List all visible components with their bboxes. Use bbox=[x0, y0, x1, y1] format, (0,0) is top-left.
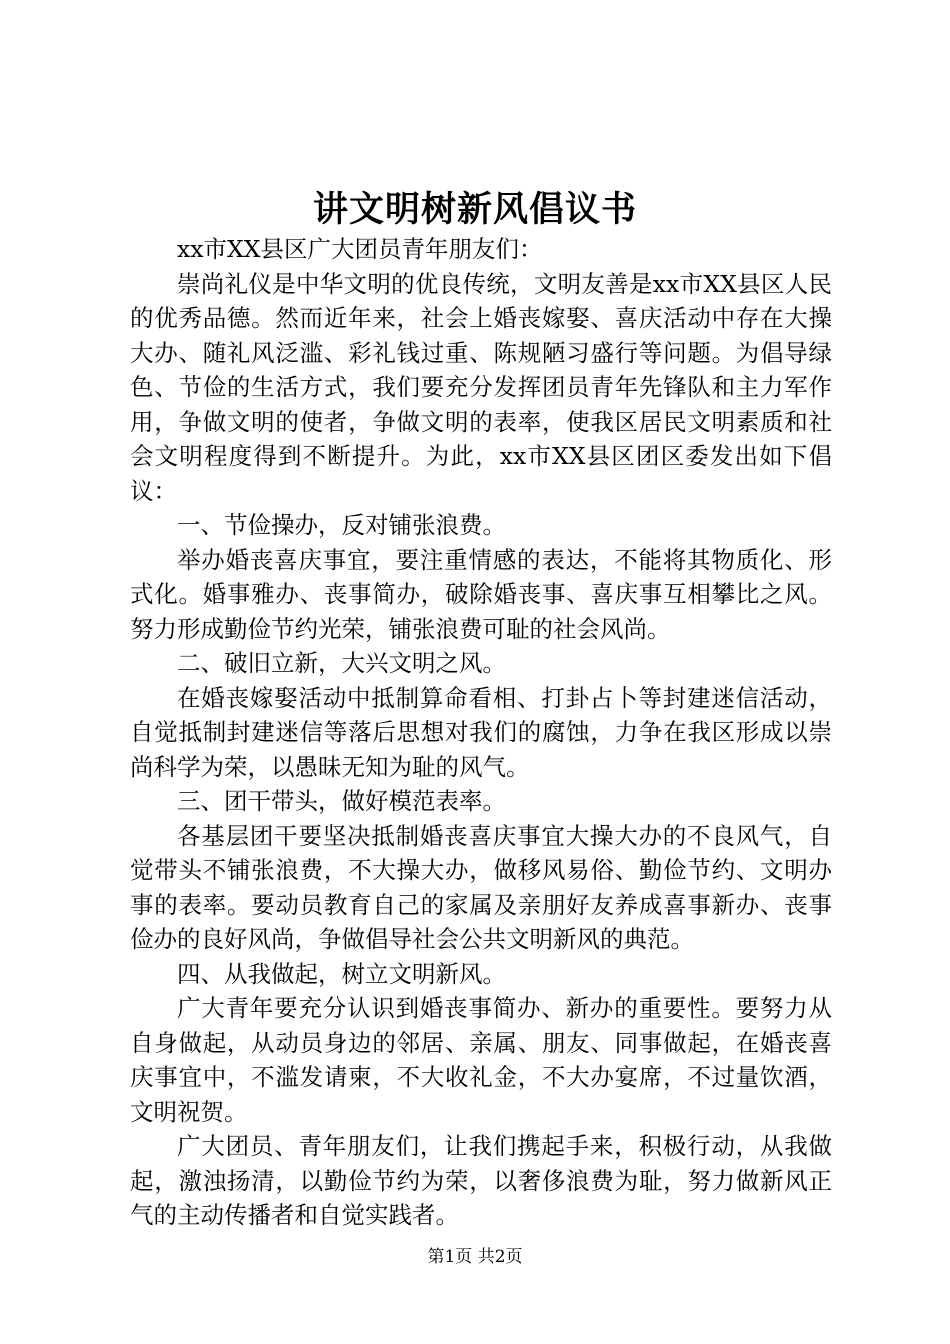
document-body bbox=[130, 232, 832, 1233]
paragraph-intro: 崇尚礼仪是中华文明的优良传统，文明友善是xx市XX县区人民的优秀品德。然而近年来，社会上婚丧嫁娶、喜庆活动中存在大操大办、随礼风泛滥、彩礼钱过重、陈规陋习盛行等问题。为倡导绿色、节俭的生活方式，我们要充分发挥团员青年先锋队和主力军作用，争做文明的使者，争做文明的表率，使我区居民文明素质和社会文明程度得到不断提升。为此，xx市XX县区团区委发出如下倡议： bbox=[130, 269, 832, 505]
paragraph-4: 广大青年要充分认识到婚丧事简办、新办的重要性。要努力从自身做起，从动员身边的邻居、亲属、朋友、同事做起，在婚丧喜庆事宜中，不滥发请柬，不大收礼金，不大办宴席，不过量饮酒，文明祝贺。 bbox=[130, 994, 832, 1126]
section-heading-1: 一、节俭操办，反对铺张浪费。 bbox=[177, 511, 506, 539]
section-heading-2: 二、破旧立新，大兴文明之风。 bbox=[177, 649, 506, 677]
paragraph-2: 在婚丧嫁娶活动中抵制算命看相、打卦占卜等封建迷信活动，自觉抵制封建迷信等落后思想对我们的腐蚀，力争在我区形成以崇尚科学为荣，以愚昧无知为耻的风气。 bbox=[130, 683, 832, 781]
section-heading-3: 三、团干带头，做好模范表率。 bbox=[177, 787, 506, 815]
document-title: 讲文明树新风倡议书 bbox=[312, 189, 637, 230]
paragraph-3: 各基层团干要坚决抵制婚丧喜庆事宜大操大办的不良风气，自觉带头不铺张浪费，不大操大办，做移风易俗、勤俭节约、文明办事的表率。要动员教育自己的家属及亲朋好友养成喜事新办、丧事俭办的良好风尚，争做倡导社会公共文明新风的典范。 bbox=[130, 821, 832, 953]
paragraph-1: 举办婚丧喜庆事宜，要注重情感的表达，不能将其物质化、形式化。婚事雅办、丧事简办，破除婚丧事、喜庆事互相攀比之风。努力形成勤俭节约光荣，铺张浪费可耻的社会风尚。 bbox=[130, 545, 832, 643]
salutation: xx市XX县区广大团员青年朋友们： bbox=[177, 235, 543, 263]
page-indicator: 第1页 共2页 bbox=[427, 1247, 523, 1267]
section-heading-4: 四、从我做起，树立文明新风。 bbox=[177, 959, 506, 988]
paragraph-closing: 广大团员、青年朋友们，让我们携起手来，积极行动，从我做起，激浊扬清，以勤俭节约为荣，以奢侈浪费为耻，努力做新风正气的主动传播者和自觉实践者。 bbox=[130, 1132, 832, 1229]
